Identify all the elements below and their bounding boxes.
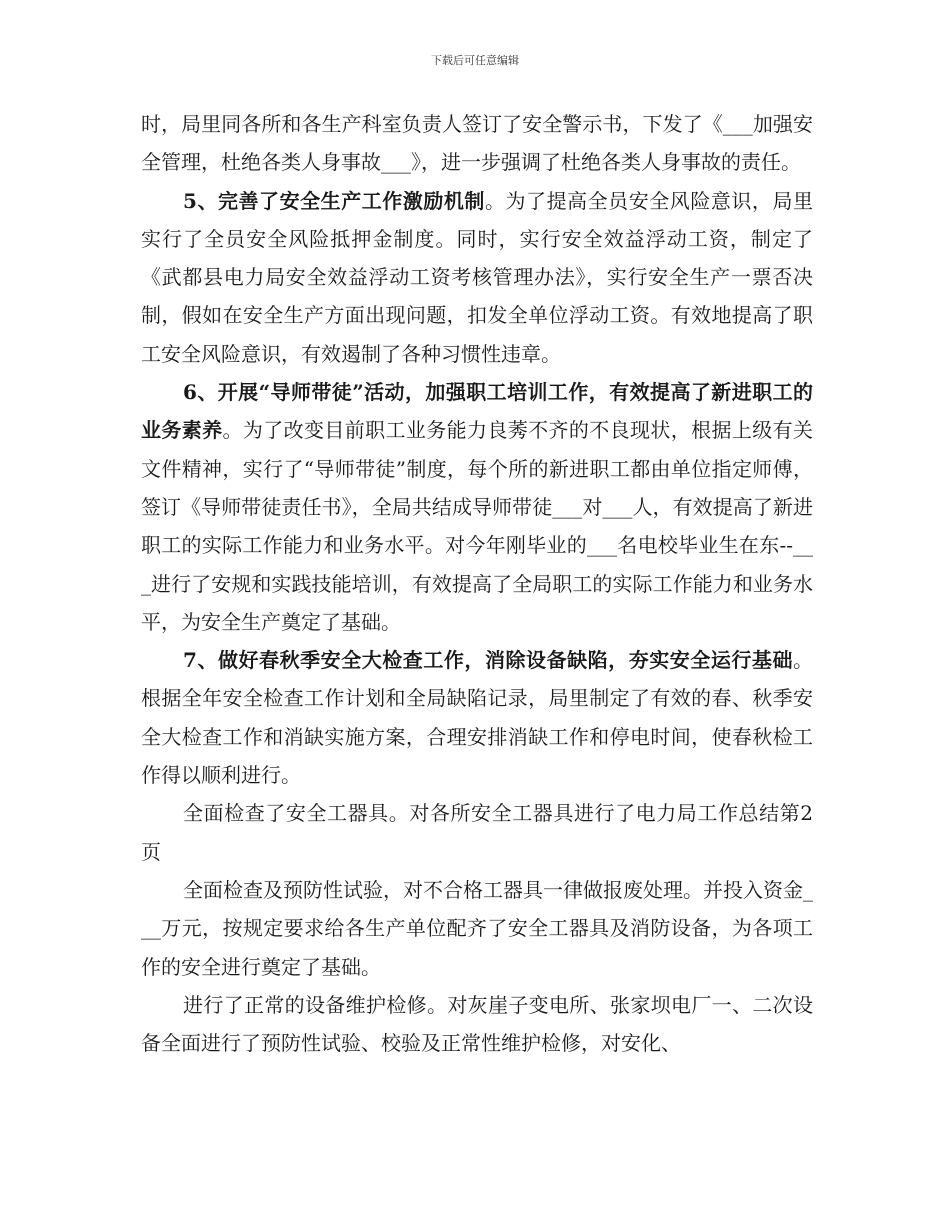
section-7-body: 。根据全年安全检查工作计划和全局缺陷记录，局里制定了有效的春、秋季安全大检查工作和消缺实施方案，合理安排消缺工作和停电时间，使春秋检工作得以顺利进行。 xyxy=(141,648,813,788)
paragraph-mentor xyxy=(141,373,813,641)
paragraph-maintenance: 进行了正常的设备维护检修。对灰崖子变电所、张家坝电厂一、二次设备全面进行了预防性试验、校验及正常性维护检修，对安化、 xyxy=(141,992,813,1056)
document-body xyxy=(141,105,813,1062)
section-5-body: 。为了提高全员安全风险意识，局里实行了全员安全风险抵押金制度。同时，实行安全效益浮动工资，制定了《武都县电力局安全效益浮动工资考核管理办法》，实行安全生产一票否决制，假如在安全生产方面出现问题，扣发全单位浮动工资。有效地提高了职工安全风险意识，有效遏制了各种习惯性违章。 xyxy=(141,188,814,366)
paragraph-1: 时，局里同各所和各生产科室负责人签订了安全警示书，下发了《___加强安全管理，杜绝各类人身事故___》，进一步强调了杜绝各类人身事故的责任。 xyxy=(141,112,813,175)
section-5-heading: 5、完善了安全生产工作激励机制 xyxy=(183,188,485,213)
section-6-heading: 6、开展“导师带徒”活动，加强职工培训工作，有效提高了新进职工的业务素养 xyxy=(141,380,813,443)
section-7-heading: 7、做好春秋季安全大检查工作，消除设备缺陷，夯实安全运行基础 xyxy=(183,648,793,673)
paragraph-tools: 全面检查了安全工器具。对各所安全工器具进行了电力局工作总结第2页 xyxy=(141,801,813,864)
section-6-body: 。为了改变目前职工业务能力良莠不齐的不良现状，根据上级有关文件精神，实行了“导师带徒”制度，每个所的新进职工都由单位指定师傅，签订《导师带徒责任书》，全局共结成导师带徒___对___人，有效提高了新进职工的实际工作能力和业务水平。对今年刚毕业的___名电校毕业生在东--___进行了安规和实践技能培训，有效提高了全局职工的实际工作能力和业务水平，为安全生产奠定了基础。 xyxy=(141,418,813,634)
paragraph-inspection xyxy=(141,641,813,794)
paragraph-incentive xyxy=(141,182,813,373)
page-header: 下载后可任意编辑 xyxy=(431,54,519,67)
paragraph-tests: 全面检查及预防性试验，对不合格工器具一律做报废处理。并投入资金___万元，按规定要求给各生产单位配齐了安全工器具及消防设备，为各项工作的安全进行奠定了基础。 xyxy=(141,877,813,979)
